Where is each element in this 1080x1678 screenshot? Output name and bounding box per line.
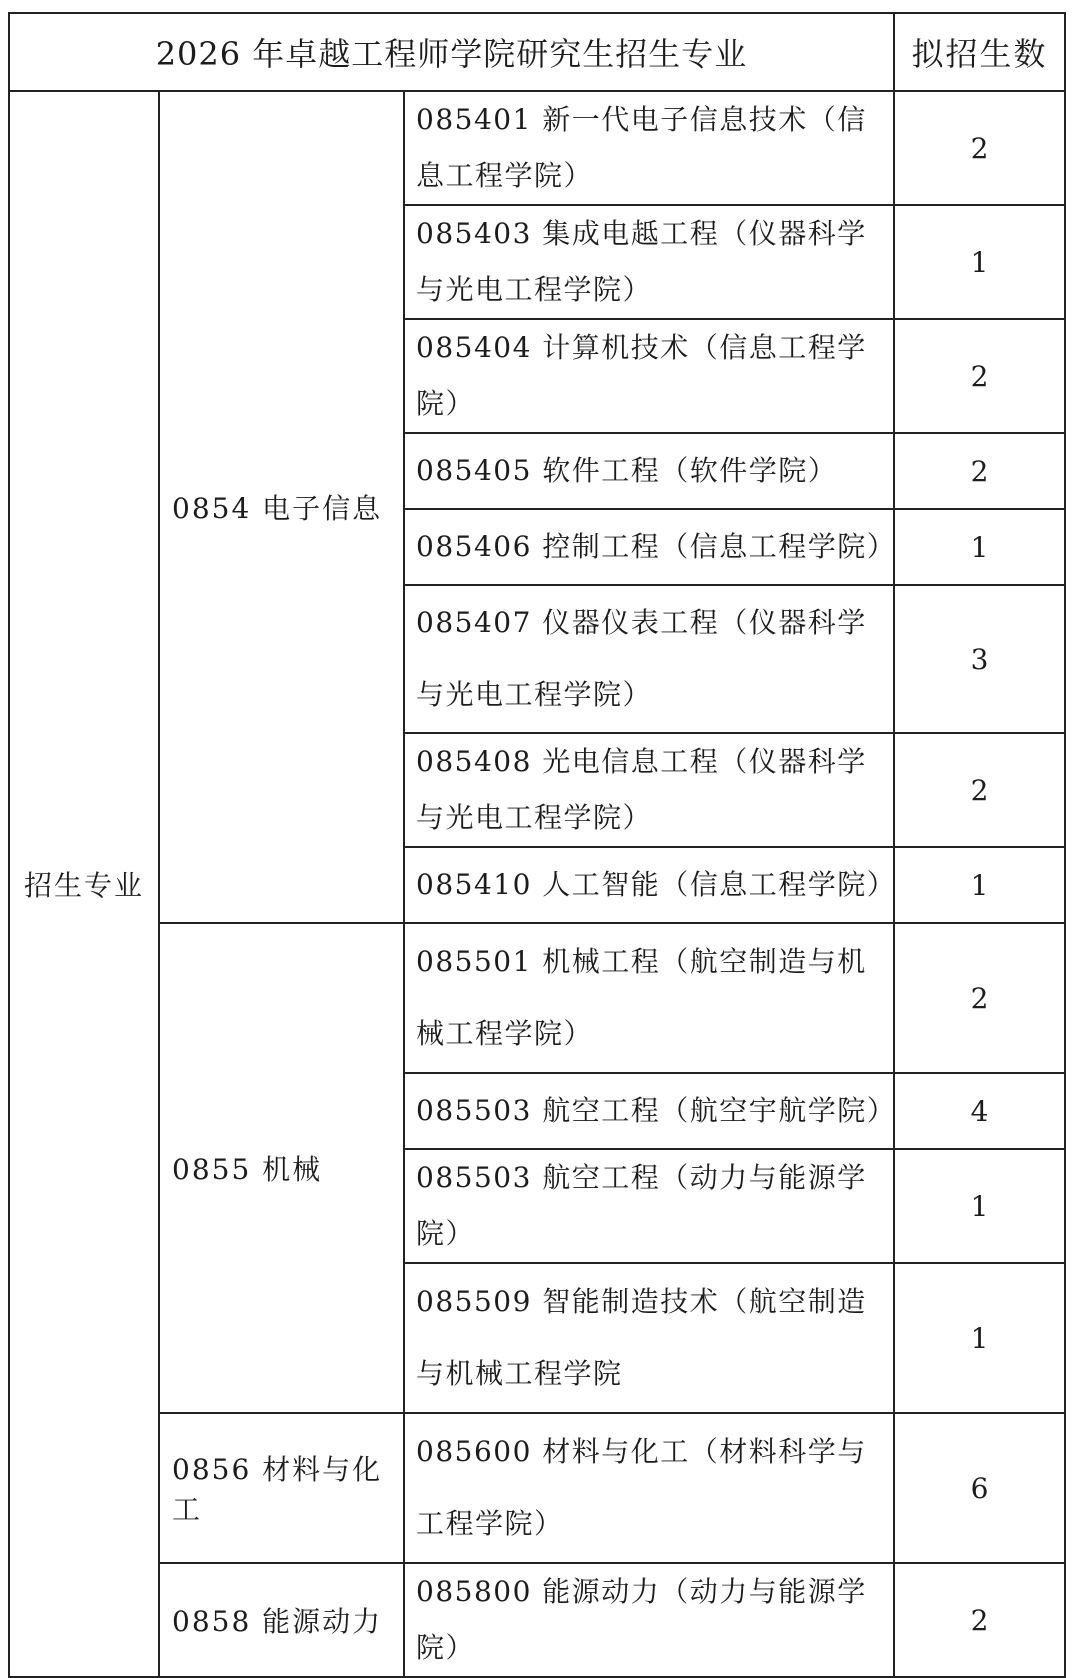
planned-count: 1 bbox=[894, 509, 1065, 585]
major-name: 085410 人工智能（信息工程学院） bbox=[404, 847, 894, 923]
major-name: 085509 智能制造技术（航空制造与机械工程学院 bbox=[404, 1263, 894, 1413]
planned-count: 4 bbox=[894, 1073, 1065, 1149]
category-cell: 招生专业 bbox=[9, 91, 159, 1677]
major-name: 085405 软件工程（软件学院） bbox=[404, 433, 894, 509]
planned-count: 1 bbox=[894, 1263, 1065, 1413]
major-name: 085600 材料与化工（材料科学与工程学院） bbox=[404, 1413, 894, 1563]
major-name: 085401 新一代电子信息技术（信息工程学院） bbox=[404, 91, 894, 205]
planned-count: 1 bbox=[894, 1149, 1065, 1263]
table-row bbox=[9, 1413, 1065, 1563]
group-cell-0856: 0856 材料与化工 bbox=[159, 1413, 404, 1563]
count-column-header: 拟招生数 bbox=[894, 13, 1065, 91]
major-name: 085408 光电信息工程（仪器科学与光电工程学院） bbox=[404, 733, 894, 847]
planned-count: 2 bbox=[894, 91, 1065, 205]
group-cell-0855: 0855 机械 bbox=[159, 923, 404, 1413]
major-name: 085503 航空工程（动力与能源学院） bbox=[404, 1149, 894, 1263]
table-row bbox=[9, 923, 1065, 1073]
planned-count: 2 bbox=[894, 923, 1065, 1073]
planned-count: 1 bbox=[894, 847, 1065, 923]
planned-count: 1 bbox=[894, 205, 1065, 319]
planned-count: 2 bbox=[894, 319, 1065, 433]
major-name: 085404 计算机技术（信息工程学院） bbox=[404, 319, 894, 433]
group-cell-0858: 0858 能源动力 bbox=[159, 1563, 404, 1677]
table-row bbox=[9, 91, 1065, 205]
group-cell-0854: 0854 电子信息 bbox=[159, 91, 404, 923]
major-name: 085407 仪器仪表工程（仪器科学与光电工程学院） bbox=[404, 585, 894, 733]
enrollment-table bbox=[8, 12, 1066, 1678]
major-name: 085501 机械工程（航空制造与机械工程学院） bbox=[404, 923, 894, 1073]
major-name: 085403 集成电趆工程（仪器科学与光电工程学院） bbox=[404, 205, 894, 319]
major-name: 085406 控制工程（信息工程学院） bbox=[404, 509, 894, 585]
planned-count: 2 bbox=[894, 1563, 1065, 1677]
header-row bbox=[9, 13, 1065, 91]
table-row bbox=[9, 1563, 1065, 1677]
planned-count: 2 bbox=[894, 733, 1065, 847]
planned-count: 6 bbox=[894, 1413, 1065, 1563]
table-title: 2026 年卓越工程师学院研究生招生专业 bbox=[9, 13, 894, 91]
planned-count: 2 bbox=[894, 433, 1065, 509]
major-name: 085800 能源动力（动力与能源学院） bbox=[404, 1563, 894, 1677]
planned-count: 3 bbox=[894, 585, 1065, 733]
major-name: 085503 航空工程（航空宇航学院） bbox=[404, 1073, 894, 1149]
